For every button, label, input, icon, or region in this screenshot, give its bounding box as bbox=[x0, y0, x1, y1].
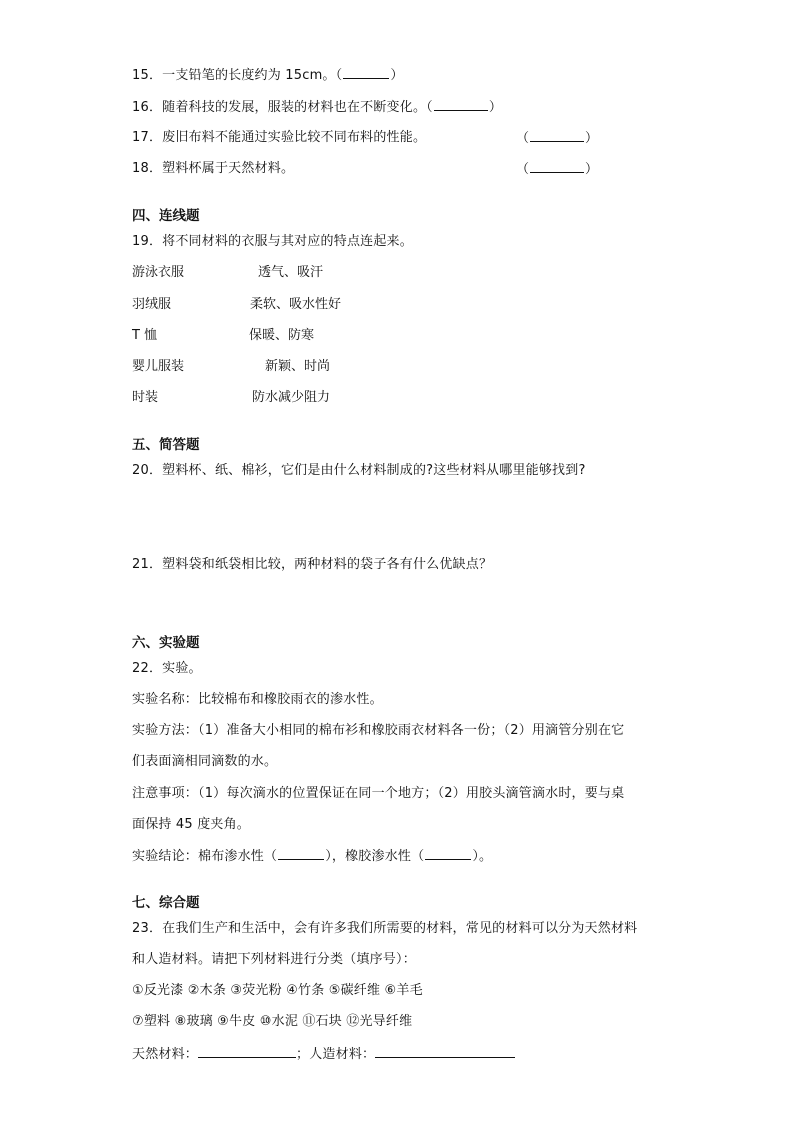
match-left-item[interactable]: 羽绒服 bbox=[132, 297, 172, 312]
question-23-line2: 和人造材料。请把下列材料进行分类（填序号）： bbox=[132, 952, 416, 967]
material-list-line1: ①反光漆 ②木条 ③荧光粉 ④竹条 ⑤碳纤维 ⑥羊毛 bbox=[132, 983, 423, 998]
question-19: 19．将不同材料的衣服与其对应的特点连起来。 bbox=[132, 234, 413, 249]
material-list-line2: ⑦塑料 ⑧玻璃 ⑨牛皮 ⑩水泥 ⑪石块 ⑫光导纤维 bbox=[132, 1014, 413, 1029]
experiment-name: 实验名称：比较棉布和橡胶雨衣的渗水性。 bbox=[132, 692, 383, 707]
cotton-seepage-blank[interactable] bbox=[278, 847, 324, 860]
experiment-method-line2: 们表面滴相同滴数的水。 bbox=[132, 754, 278, 769]
section-4-title: 四、连线题 bbox=[132, 208, 200, 224]
answer-blank-18[interactable] bbox=[530, 160, 584, 173]
question-21: 21．塑料袋和纸袋相比较，两种材料的袋子各有什么优缺点？ bbox=[132, 557, 493, 572]
answer-blank-16[interactable] bbox=[434, 98, 488, 111]
question-22: 22．实验。 bbox=[132, 661, 202, 676]
man-made-materials-blank[interactable] bbox=[375, 1044, 515, 1058]
match-right-item[interactable]: 透气、吸汗 bbox=[258, 265, 324, 280]
section-5-title: 五、简答题 bbox=[132, 437, 200, 453]
question-17: 17．废旧布料不能通过实验比较不同布料的性能。 bbox=[132, 130, 427, 145]
answer-blank-15[interactable] bbox=[343, 66, 389, 79]
question-16: 16．随着科技的发展，服装的材料也在不断变化。（ ） bbox=[132, 100, 503, 115]
answer-paren-18: （ ） bbox=[516, 162, 599, 177]
match-left-item[interactable]: T 恤 bbox=[132, 328, 158, 343]
match-right-item[interactable]: 保暖、防寒 bbox=[249, 328, 315, 343]
question-18: 18．塑料杯属于天然材料。 bbox=[132, 161, 295, 176]
match-right-item[interactable]: 新颖、时尚 bbox=[265, 359, 331, 374]
question-20: 20．塑料杯、纸、棉衫，它们是由什么材料制成的?这些材料从哪里能够找到? bbox=[132, 463, 586, 478]
match-left-item[interactable]: 游泳衣服 bbox=[132, 265, 185, 280]
answer-blank-17[interactable] bbox=[530, 129, 584, 142]
question-15: 15．一支铅笔的长度约为 15cm。（ ） bbox=[132, 68, 404, 83]
experiment-conclusion: 实验结论：棉布渗水性（ ），橡胶渗水性（ ）。 bbox=[132, 849, 493, 864]
match-right-item[interactable]: 柔软、吸水性好 bbox=[250, 297, 342, 312]
section-7-title: 七、综合题 bbox=[132, 895, 200, 911]
answer-paren-17: （ ） bbox=[516, 131, 599, 146]
match-left-item[interactable]: 时装 bbox=[132, 390, 159, 405]
rubber-seepage-blank[interactable] bbox=[425, 847, 471, 860]
classification-answer: 天然材料： ；人造材料： bbox=[132, 1044, 515, 1064]
question-23-line1: 23．在我们生产和生活中，会有许多我们所需要的材料，常见的材料可以分为天然材料 bbox=[132, 921, 638, 936]
experiment-method-line1: 实验方法：（1）准备大小相同的棉布衫和橡胶雨衣材料各一份；（2）用滴管分别在它 bbox=[132, 723, 625, 738]
match-right-item[interactable]: 防水减少阻力 bbox=[252, 390, 331, 405]
section-6-title: 六、实验题 bbox=[132, 635, 200, 651]
experiment-note-line2: 面保持 45 度夹角。 bbox=[132, 817, 251, 832]
natural-materials-blank[interactable] bbox=[198, 1044, 296, 1058]
match-left-item[interactable]: 婴儿服装 bbox=[132, 359, 185, 374]
experiment-note-line1: 注意事项：（1）每次滴水的位置保证在同一个地方；（2）用胶头滴管滴水时，要与桌 bbox=[132, 786, 625, 801]
